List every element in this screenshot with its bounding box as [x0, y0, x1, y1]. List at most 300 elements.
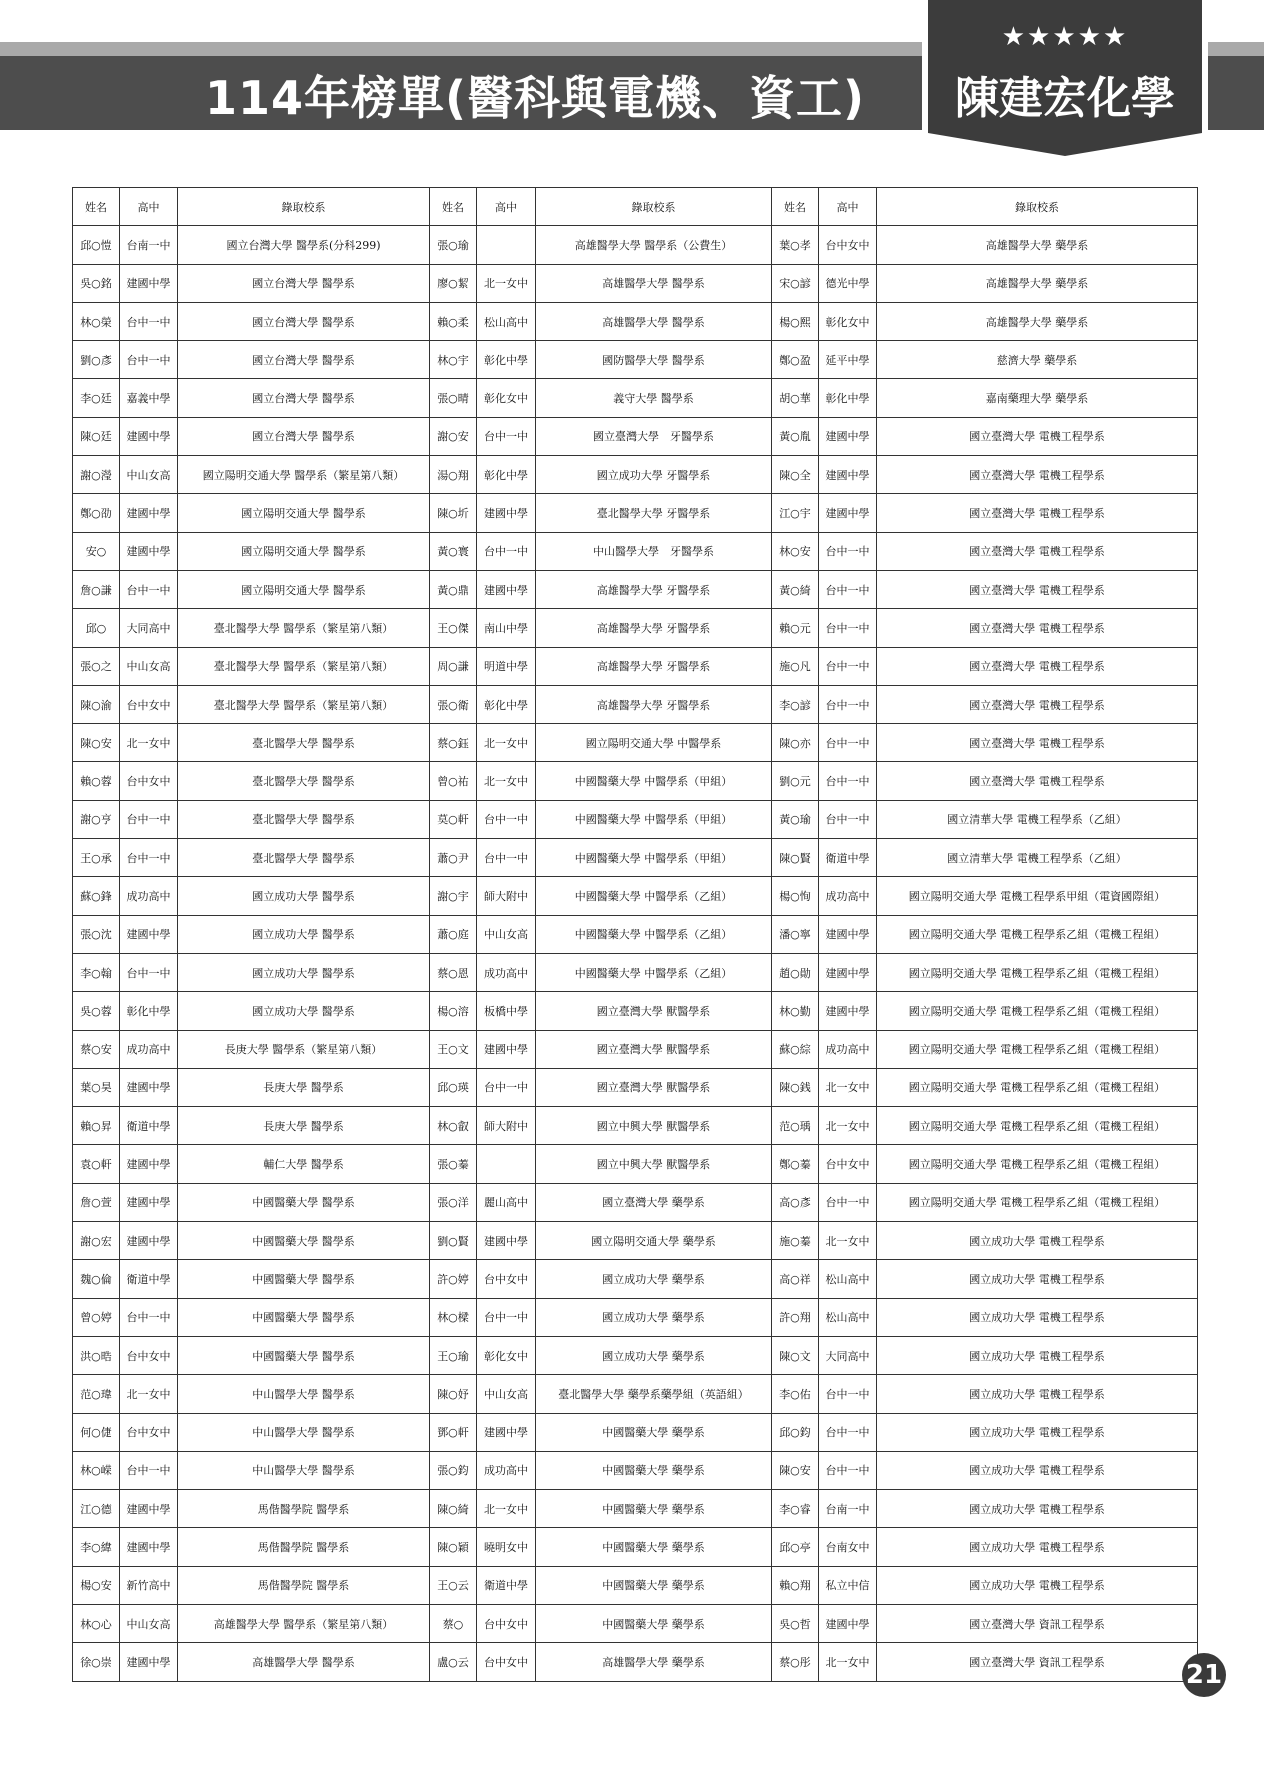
- table-cell: 林○宇: [430, 341, 477, 379]
- table-cell: 國立成功大學 醫學系: [178, 992, 430, 1030]
- table-cell: 台中女中: [819, 226, 877, 264]
- table-cell: 國立成功大學 醫學系: [178, 877, 430, 915]
- table-cell: 衛道中學: [477, 1566, 536, 1604]
- table-cell: 陳○全: [772, 456, 819, 494]
- table-cell: 蔡○: [430, 1604, 477, 1642]
- table-cell: 台中女中: [120, 1336, 178, 1374]
- table-cell: 北一女中: [819, 1107, 877, 1145]
- table-cell: 中國醫藥大學 中醫學系（甲組）: [536, 800, 772, 838]
- table-cell: 國立陽明交通大學 電機工程學系乙組（電機工程組）: [877, 992, 1198, 1030]
- table-cell: 國立臺灣大學 電機工程學系: [877, 494, 1198, 532]
- table-cell: 台中一中: [120, 953, 178, 991]
- table-cell: 國立臺灣大學 電機工程學系: [877, 762, 1198, 800]
- table-cell: 台中一中: [819, 532, 877, 570]
- table-cell: 國防醫學大學 醫學系: [536, 341, 772, 379]
- table-cell: 中國醫藥大學 中醫學系（甲組）: [536, 839, 772, 877]
- table-cell: 彰化中學: [477, 685, 536, 723]
- table-cell: 國立臺灣大學 電機工程學系: [877, 609, 1198, 647]
- table-cell: 師大附中: [477, 1107, 536, 1145]
- column-header: 錄取校系: [536, 188, 772, 226]
- table-cell: 陳○安: [772, 1451, 819, 1489]
- table-row: [73, 1145, 1198, 1183]
- table-cell: 台中一中: [477, 839, 536, 877]
- table-cell: 楊○恂: [772, 877, 819, 915]
- table-cell: 吳○蓉: [73, 992, 120, 1030]
- table-cell: 台中女中: [477, 1643, 536, 1681]
- table-cell: 邱○: [73, 609, 120, 647]
- table-row: [73, 1298, 1198, 1336]
- table-cell: 台中一中: [477, 1298, 536, 1336]
- table-cell: 中國醫藥大學 醫學系: [178, 1298, 430, 1336]
- table-cell: 張○洋: [430, 1183, 477, 1221]
- table-cell: 長庚大學 醫學系: [178, 1068, 430, 1106]
- brand-badge: [922, 0, 1208, 162]
- table-cell: 王○承: [73, 839, 120, 877]
- table-cell: 國立陽明交通大學 電機工程學系乙組（電機工程組）: [877, 1030, 1198, 1068]
- table-cell: 台中女中: [819, 1145, 877, 1183]
- table-cell: 國立臺灣大學 電機工程學系: [877, 685, 1198, 723]
- table-cell: 建國中學: [819, 417, 877, 455]
- table-row: [73, 1451, 1198, 1489]
- table-cell: [477, 226, 536, 264]
- table-cell: 台中一中: [477, 417, 536, 455]
- table-cell: 國立臺灣大學 電機工程學系: [877, 647, 1198, 685]
- table-row: [73, 570, 1198, 608]
- table-cell: 湯○翔: [430, 456, 477, 494]
- table-cell: 蘇○綜: [772, 1030, 819, 1068]
- table-cell: 板橋中學: [477, 992, 536, 1030]
- table-row: [73, 1490, 1198, 1528]
- table-cell: 台中一中: [477, 532, 536, 570]
- table-cell: 何○倢: [73, 1413, 120, 1451]
- table-cell: 曾○婷: [73, 1298, 120, 1336]
- table-cell: 李○廷: [73, 379, 120, 417]
- table-cell: 中山女高: [477, 1375, 536, 1413]
- table-cell: 中山女高: [120, 456, 178, 494]
- table-cell: 高雄醫學大學 藥學系: [877, 302, 1198, 340]
- table-cell: 蘇○鋒: [73, 877, 120, 915]
- table-cell: 台中一中: [120, 302, 178, 340]
- table-cell: 國立臺灣大學 電機工程學系: [877, 532, 1198, 570]
- table-cell: 台中一中: [477, 1068, 536, 1106]
- table-cell: 北一女中: [477, 264, 536, 302]
- table-cell: 高雄醫學大學 醫學系: [536, 302, 772, 340]
- table-cell: 台中一中: [120, 800, 178, 838]
- table-cell: 國立臺灣大學 資訊工程學系: [877, 1604, 1198, 1642]
- table-cell: 國立臺灣大學 電機工程學系: [877, 570, 1198, 608]
- table-cell: 陳○廷: [73, 417, 120, 455]
- table-cell: 陳○穎: [430, 1528, 477, 1566]
- table-cell: 張○瑜: [430, 226, 477, 264]
- table-cell: 台中一中: [120, 1298, 178, 1336]
- table-cell: 中國醫藥大學 中醫學系（乙組）: [536, 915, 772, 953]
- table-cell: 台中一中: [819, 1451, 877, 1489]
- table-cell: 張○鈞: [430, 1451, 477, 1489]
- table-row: [73, 1604, 1198, 1642]
- table-cell: 國立陽明交通大學 中醫學系: [536, 724, 772, 762]
- table-cell: 台中一中: [120, 1451, 178, 1489]
- table-cell: 臺北醫學大學 醫學系（繁星第八類）: [178, 685, 430, 723]
- table-cell: 中國醫藥大學 藥學系: [536, 1566, 772, 1604]
- table-cell: 中山醫學大學 醫學系: [178, 1413, 430, 1451]
- table-cell: 台中女中: [120, 1413, 178, 1451]
- table-cell: 台中一中: [819, 800, 877, 838]
- table-row: [73, 724, 1198, 762]
- table-cell: 陳○綺: [430, 1490, 477, 1528]
- table-cell: 蔡○安: [73, 1030, 120, 1068]
- table-cell: 中國醫藥大學 醫學系: [178, 1260, 430, 1298]
- table-row: [73, 609, 1198, 647]
- table-cell: 臺北醫學大學 醫學系: [178, 839, 430, 877]
- table-cell: 中山醫學大學 醫學系: [178, 1451, 430, 1489]
- table-cell: 衛道中學: [819, 839, 877, 877]
- table-cell: 台中女中: [120, 762, 178, 800]
- table-cell: 吳○哲: [772, 1604, 819, 1642]
- table-cell: 建國中學: [120, 1222, 178, 1260]
- table-cell: 台南一中: [120, 226, 178, 264]
- table-cell: 林○心: [73, 1604, 120, 1642]
- table-cell: 林○安: [772, 532, 819, 570]
- table-row: [73, 494, 1198, 532]
- table-cell: 台中一中: [819, 647, 877, 685]
- table-cell: 謝○宏: [73, 1222, 120, 1260]
- table-cell: 王○文: [430, 1030, 477, 1068]
- table-cell: 吳○銘: [73, 264, 120, 302]
- table-cell: 中國醫藥大學 藥學系: [536, 1528, 772, 1566]
- table-cell: 楊○安: [73, 1566, 120, 1604]
- table-cell: 國立成功大學 藥學系: [536, 1260, 772, 1298]
- table-cell: 黃○寰: [430, 532, 477, 570]
- table-cell: 蔡○恩: [430, 953, 477, 991]
- table-cell: 北一女中: [120, 724, 178, 762]
- table-row: [73, 1528, 1198, 1566]
- table-cell: 國立成功大學 電機工程學系: [877, 1490, 1198, 1528]
- table-cell: 中國醫藥大學 醫學系: [178, 1183, 430, 1221]
- table-cell: 國立臺灣大學 電機工程學系: [877, 724, 1198, 762]
- table-cell: 嘉南藥理大學 藥學系: [877, 379, 1198, 417]
- table-cell: 鄧○軒: [430, 1413, 477, 1451]
- table-row: [73, 647, 1198, 685]
- table-cell: 李○翰: [73, 953, 120, 991]
- table-cell: 蔡○彤: [772, 1643, 819, 1681]
- table-cell: 建國中學: [477, 1030, 536, 1068]
- table-cell: 楊○溶: [430, 992, 477, 1030]
- table-cell: 范○瑋: [73, 1375, 120, 1413]
- table-cell: 國立陽明交通大學 電機工程學系乙組（電機工程組）: [877, 1145, 1198, 1183]
- table-cell: 台中女中: [477, 1604, 536, 1642]
- table-cell: 中山醫學大學 醫學系: [178, 1375, 430, 1413]
- table-cell: 臺北醫學大學 醫學系: [178, 724, 430, 762]
- table-cell: 建國中學: [819, 494, 877, 532]
- table-cell: 南山中學: [477, 609, 536, 647]
- column-header: 高中: [120, 188, 178, 226]
- table-cell: 中山女高: [120, 647, 178, 685]
- table-cell: 臺北醫學大學 藥學系藥學組（英語組）: [536, 1375, 772, 1413]
- table-cell: 國立成功大學 電機工程學系: [877, 1413, 1198, 1451]
- table-cell: 成功高中: [477, 953, 536, 991]
- table-cell: 建國中學: [120, 1183, 178, 1221]
- table-cell: 國立成功大學 電機工程學系: [877, 1566, 1198, 1604]
- column-header: 錄取校系: [178, 188, 430, 226]
- table-cell: 高雄醫學大學 牙醫學系: [536, 570, 772, 608]
- table-cell: 蕭○庭: [430, 915, 477, 953]
- table-cell: 詹○萱: [73, 1183, 120, 1221]
- table-cell: 馬偕醫學院 醫學系: [178, 1528, 430, 1566]
- table-cell: 台中一中: [819, 609, 877, 647]
- table-cell: 台中一中: [819, 685, 877, 723]
- page-number: 21: [1182, 1653, 1226, 1697]
- table-cell: 林○勤: [772, 992, 819, 1030]
- table-row: [73, 341, 1198, 379]
- table-row: [73, 379, 1198, 417]
- table-cell: 范○瑀: [772, 1107, 819, 1145]
- table-cell: 國立臺灣大學 資訊工程學系: [877, 1643, 1198, 1681]
- table-cell: 黃○鼎: [430, 570, 477, 608]
- table-cell: 建國中學: [477, 494, 536, 532]
- rating-stars-icon: ★★★★★: [1001, 22, 1129, 52]
- table-row: [73, 1375, 1198, 1413]
- table-cell: 張○沈: [73, 915, 120, 953]
- table-cell: 謝○亨: [73, 800, 120, 838]
- column-header: 高中: [477, 188, 536, 226]
- table-cell: 建國中學: [819, 953, 877, 991]
- table-cell: 彰化女中: [477, 379, 536, 417]
- table-cell: 安○: [73, 532, 120, 570]
- table-cell: 嘉義中學: [120, 379, 178, 417]
- table-cell: 張○衛: [430, 685, 477, 723]
- table-cell: 宋○諺: [772, 264, 819, 302]
- column-header: 錄取校系: [877, 188, 1198, 226]
- table-cell: 麗山高中: [477, 1183, 536, 1221]
- table-cell: 衛道中學: [120, 1107, 178, 1145]
- table-row: [73, 417, 1198, 455]
- table-cell: 詹○謙: [73, 570, 120, 608]
- table-cell: 高雄醫學大學 藥學系: [536, 1643, 772, 1681]
- table-row: [73, 1222, 1198, 1260]
- table-cell: 陳○賢: [772, 839, 819, 877]
- table-cell: 中山醫學大學 牙醫學系: [536, 532, 772, 570]
- table-cell: 北一女中: [477, 762, 536, 800]
- table-cell: 劉○賢: [430, 1222, 477, 1260]
- table-cell: 明道中學: [477, 647, 536, 685]
- table-cell: 國立成功大學 電機工程學系: [877, 1336, 1198, 1374]
- table-cell: 王○云: [430, 1566, 477, 1604]
- table-cell: 高雄醫學大學 藥學系: [877, 226, 1198, 264]
- table-cell: 臺北醫學大學 醫學系: [178, 800, 430, 838]
- table-cell: 趙○勛: [772, 953, 819, 991]
- table-cell: 劉○元: [772, 762, 819, 800]
- table-row: [73, 953, 1198, 991]
- table-row: [73, 302, 1198, 340]
- table-cell: 彰化中學: [120, 992, 178, 1030]
- table-cell: 彰化中學: [477, 341, 536, 379]
- table-cell: 葉○昊: [73, 1068, 120, 1106]
- table-cell: 建國中學: [819, 915, 877, 953]
- table-cell: 高雄醫學大學 醫學系: [178, 1643, 430, 1681]
- table-cell: 鄭○蓁: [772, 1145, 819, 1183]
- table-cell: 蕭○尹: [430, 839, 477, 877]
- table-cell: 賴○昇: [73, 1107, 120, 1145]
- table-header-row: [73, 188, 1198, 226]
- table-cell: 北一女中: [120, 1375, 178, 1413]
- table-cell: 國立成功大學 電機工程學系: [877, 1375, 1198, 1413]
- table-cell: 中山女高: [120, 1604, 178, 1642]
- table-cell: 高○祥: [772, 1260, 819, 1298]
- table-cell: 臺北醫學大學 醫學系（繁星第八類）: [178, 609, 430, 647]
- table-cell: 輔仁大學 醫學系: [178, 1145, 430, 1183]
- table-cell: 謝○瀅: [73, 456, 120, 494]
- table-cell: 長庚大學 醫學系: [178, 1107, 430, 1145]
- table-cell: 洪○晧: [73, 1336, 120, 1374]
- table-cell: 馬偕醫學院 醫學系: [178, 1490, 430, 1528]
- table-cell: 台中一中: [819, 570, 877, 608]
- table-cell: 李○睿: [772, 1490, 819, 1528]
- table-cell: 高雄醫學大學 牙醫學系: [536, 647, 772, 685]
- table-cell: 建國中學: [120, 1643, 178, 1681]
- table-cell: 成功高中: [819, 1030, 877, 1068]
- table-cell: 國立清華大學 電機工程學系（乙組）: [877, 800, 1198, 838]
- table-cell: 中國醫藥大學 中醫學系（乙組）: [536, 953, 772, 991]
- table-cell: 邱○瑛: [430, 1068, 477, 1106]
- table-cell: 衛道中學: [120, 1260, 178, 1298]
- table-cell: 松山高中: [819, 1298, 877, 1336]
- table-cell: 陳○文: [772, 1336, 819, 1374]
- table-row: [73, 264, 1198, 302]
- table-row: [73, 532, 1198, 570]
- table-cell: 許○婷: [430, 1260, 477, 1298]
- table-cell: 盧○云: [430, 1643, 477, 1681]
- table-cell: 中國醫藥大學 中醫學系（甲組）: [536, 762, 772, 800]
- table-cell: 臺北醫學大學 牙醫學系: [536, 494, 772, 532]
- table-row: [73, 685, 1198, 723]
- table-cell: 大同高中: [819, 1336, 877, 1374]
- table-cell: 潘○寧: [772, 915, 819, 953]
- table-cell: 邱○亭: [772, 1528, 819, 1566]
- table-cell: 馬偕醫學院 醫學系: [178, 1566, 430, 1604]
- table-cell: 林○嵘: [73, 1451, 120, 1489]
- table-cell: 台中一中: [120, 570, 178, 608]
- table-cell: 高○彥: [772, 1183, 819, 1221]
- table-cell: [477, 1145, 536, 1183]
- table-cell: 成功高中: [120, 877, 178, 915]
- table-cell: 建國中學: [477, 1413, 536, 1451]
- table-cell: 陳○妤: [430, 1375, 477, 1413]
- table-cell: 國立陽明交通大學 醫學系: [178, 494, 430, 532]
- table-cell: 臺北醫學大學 醫學系（繁星第八類）: [178, 647, 430, 685]
- table-cell: 台南女中: [819, 1528, 877, 1566]
- table-cell: 建國中學: [120, 1145, 178, 1183]
- table-cell: 中國醫藥大學 藥學系: [536, 1413, 772, 1451]
- table-cell: 國立台灣大學 醫學系: [178, 417, 430, 455]
- table-cell: 張○蓁: [430, 1145, 477, 1183]
- column-header: 高中: [819, 188, 877, 226]
- table-cell: 國立陽明交通大學 電機工程學系乙組（電機工程組）: [877, 1107, 1198, 1145]
- table-cell: 蔡○鈺: [430, 724, 477, 762]
- table-cell: 彰化中學: [819, 379, 877, 417]
- table-cell: 國立台灣大學 醫學系(分科299): [178, 226, 430, 264]
- table-cell: 國立台灣大學 醫學系: [178, 379, 430, 417]
- table-cell: 國立陽明交通大學 醫學系: [178, 532, 430, 570]
- table-cell: 胡○華: [772, 379, 819, 417]
- table-cell: 國立成功大學 牙醫學系: [536, 456, 772, 494]
- table-cell: 國立臺灣大學 藥學系: [536, 1183, 772, 1221]
- table-cell: 北一女中: [819, 1643, 877, 1681]
- table-cell: 莫○軒: [430, 800, 477, 838]
- table-cell: 國立台灣大學 醫學系: [178, 341, 430, 379]
- table-cell: 建國中學: [819, 992, 877, 1030]
- table-cell: 國立陽明交通大學 醫學系: [178, 570, 430, 608]
- table-cell: 彰化女中: [477, 1336, 536, 1374]
- table-row: [73, 839, 1198, 877]
- table-cell: 建國中學: [120, 494, 178, 532]
- table-cell: 國立陽明交通大學 電機工程學系乙組（電機工程組）: [877, 915, 1198, 953]
- table-cell: 德光中學: [819, 264, 877, 302]
- table-cell: 台中一中: [120, 839, 178, 877]
- table-cell: 王○傑: [430, 609, 477, 647]
- table-cell: 林○叡: [430, 1107, 477, 1145]
- table-cell: 鄭○劭: [73, 494, 120, 532]
- table-cell: 建國中學: [120, 915, 178, 953]
- table-cell: 國立成功大學 醫學系: [178, 915, 430, 953]
- table-cell: 延平中學: [819, 341, 877, 379]
- table-cell: 國立陽明交通大學 電機工程學系乙組（電機工程組）: [877, 1183, 1198, 1221]
- brand-name: 陳建宏化學: [955, 73, 1175, 124]
- table-cell: 台中一中: [819, 1375, 877, 1413]
- table-cell: 中國醫藥大學 中醫學系（乙組）: [536, 877, 772, 915]
- table-cell: 台中一中: [819, 1183, 877, 1221]
- table-row: [73, 915, 1198, 953]
- table-cell: 國立陽明交通大學 電機工程學系甲組（電資國際組）: [877, 877, 1198, 915]
- table-cell: 黃○胤: [772, 417, 819, 455]
- table-cell: 北一女中: [477, 1490, 536, 1528]
- table-cell: 台中一中: [120, 341, 178, 379]
- table-row: [73, 1107, 1198, 1145]
- table-cell: 國立臺灣大學 電機工程學系: [877, 417, 1198, 455]
- table-cell: 建國中學: [819, 1604, 877, 1642]
- table-cell: 國立成功大學 醫學系: [178, 953, 430, 991]
- table-cell: 建國中學: [477, 1222, 536, 1260]
- table-cell: 國立陽明交通大學 藥學系: [536, 1222, 772, 1260]
- table-cell: 施○蓁: [772, 1222, 819, 1260]
- admission-table: [72, 187, 1198, 1682]
- table-cell: 建國中學: [477, 570, 536, 608]
- table-cell: 建國中學: [120, 532, 178, 570]
- table-cell: 中山女高: [477, 915, 536, 953]
- table-row: [73, 877, 1198, 915]
- table-cell: 高雄醫學大學 醫學系（公費生）: [536, 226, 772, 264]
- table-cell: 彰化中學: [477, 456, 536, 494]
- table-cell: 江○宇: [772, 494, 819, 532]
- table-cell: 台中一中: [819, 762, 877, 800]
- table-cell: 北一女中: [819, 1222, 877, 1260]
- table-cell: 葉○孝: [772, 226, 819, 264]
- table-cell: 施○凡: [772, 647, 819, 685]
- table-cell: 張○之: [73, 647, 120, 685]
- table-cell: 陳○銭: [772, 1068, 819, 1106]
- table-cell: 國立台灣大學 醫學系: [178, 302, 430, 340]
- table-cell: 廖○絜: [430, 264, 477, 302]
- table-row: [73, 1336, 1198, 1374]
- table-cell: 長庚大學 醫學系（繁星第八類）: [178, 1030, 430, 1068]
- table-cell: 高雄醫學大學 醫學系: [536, 264, 772, 302]
- table-cell: 許○翔: [772, 1298, 819, 1336]
- table-cell: 建國中學: [120, 417, 178, 455]
- table-row: [73, 1566, 1198, 1604]
- table-cell: 李○諺: [772, 685, 819, 723]
- table-cell: 建國中學: [120, 1068, 178, 1106]
- table-cell: 陳○亦: [772, 724, 819, 762]
- table-cell: 建國中學: [120, 1528, 178, 1566]
